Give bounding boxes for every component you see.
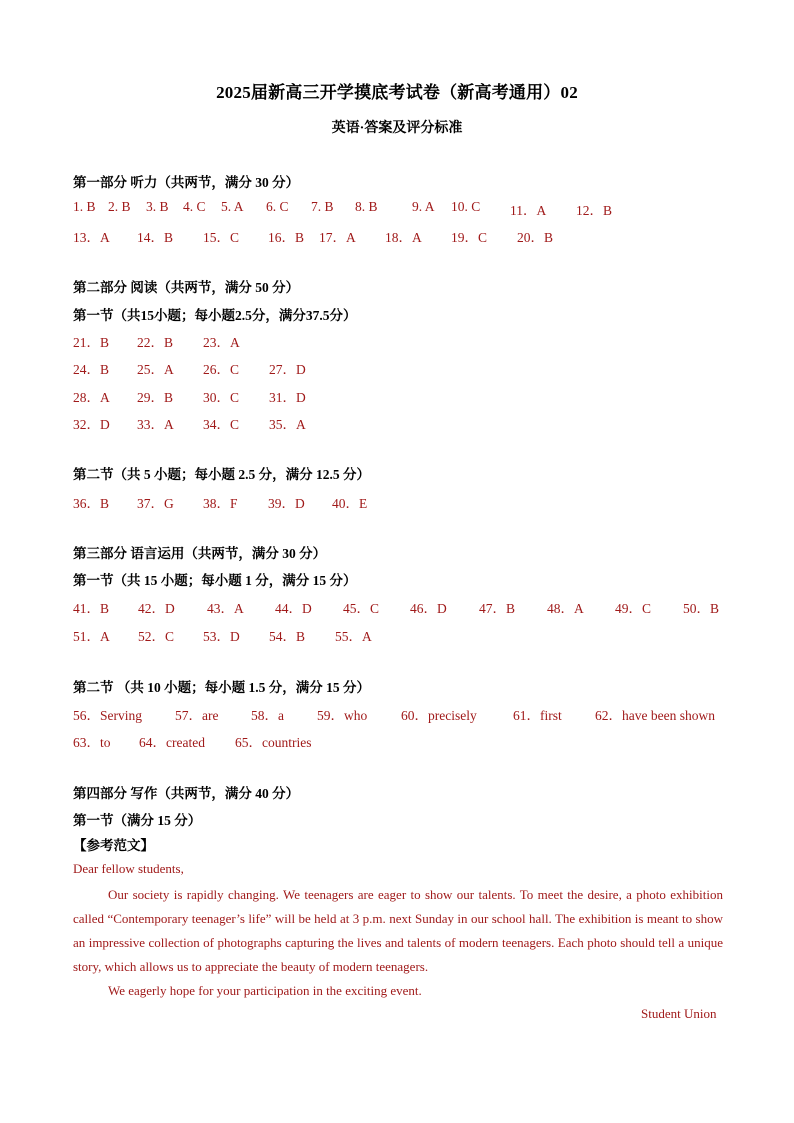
answer-item: 40．E — [332, 496, 368, 511]
answer-item: 11．A — [510, 203, 547, 218]
essay-signature: Student Union — [641, 1006, 717, 1021]
answer-item: 49．C — [615, 601, 652, 616]
answer-item: 1. B — [73, 199, 96, 214]
answer-item: 29．B — [137, 390, 174, 405]
answer-item: 9. A — [412, 199, 435, 214]
answer-item: 24．B — [73, 362, 110, 377]
answer-item: 15．C — [203, 230, 240, 245]
part3-section2-heading: 第二节 （共 10 小题；每小题 1.5 分，满分 15 分） — [73, 680, 370, 695]
answer-item: 43．A — [207, 601, 244, 616]
answer-item: 31．D — [269, 390, 306, 405]
answer-item: 36．B — [73, 496, 110, 511]
answer-item: 2. B — [108, 199, 131, 214]
answer-item: 19．C — [451, 230, 488, 245]
answer-item: 7. B — [311, 199, 334, 214]
answer-item: 12．B — [576, 203, 613, 218]
part2-section1-heading: 第一节（共15小题；每小题2.5分，满分37.5分） — [73, 308, 357, 323]
answer-item: 17．A — [319, 230, 356, 245]
answer-item: 55．A — [335, 629, 372, 644]
answer-item: 47．B — [479, 601, 516, 616]
essay-body — [73, 883, 723, 1003]
answer-item: 46．D — [410, 601, 447, 616]
answer-item: 45．C — [343, 601, 380, 616]
answer-item: 52．C — [138, 629, 175, 644]
answer-item: 13．A — [73, 230, 110, 245]
answer-item: 26．C — [203, 362, 240, 377]
answer-item: 20．B — [517, 230, 554, 245]
answer-item: 18．A — [385, 230, 422, 245]
answer-item: 61．first — [513, 708, 562, 723]
answer-item: 27．D — [269, 362, 306, 377]
answer-item: 38．F — [203, 496, 238, 511]
answer-item: 59．who — [317, 708, 368, 723]
answer-item: 54．B — [269, 629, 306, 644]
answer-item: 34．C — [203, 417, 240, 432]
answer-item: 28．A — [73, 390, 110, 405]
answer-item: 30．C — [203, 390, 240, 405]
essay-greeting: Dear fellow students, — [73, 861, 184, 876]
answer-item: 51．A — [73, 629, 110, 644]
answer-item: 32．D — [73, 417, 110, 432]
answer-item: 25．A — [137, 362, 174, 377]
answer-item: 37．G — [137, 496, 174, 511]
answer-item: 21．B — [73, 335, 110, 350]
answer-item: 5. A — [221, 199, 244, 214]
answer-item: 42．D — [138, 601, 175, 616]
answer-item: 16．B — [268, 230, 305, 245]
part2-heading: 第二部分 阅读（共两节，满分 50 分） — [73, 280, 300, 295]
answer-item: 14．B — [137, 230, 174, 245]
answer-item: 3. B — [146, 199, 169, 214]
answer-item: 53．D — [203, 629, 240, 644]
answer-item: 41．B — [73, 601, 110, 616]
essay-paragraph: Our society is rapidly changing. We teenagers are eager to show our talents. To meet the desire, a photo exhibition called “Contemporary teenager’s life” will be held at 3 p.m. next Sunday in our school hall. The exhibition is meant to show an impressive collection of photographs capturing the lives and talents of modern teenagers. Each photo should tell a unique story, which allows us to appreciate the beauty of modern teenagers. — [73, 887, 723, 974]
answer-item: 64．created — [139, 735, 205, 750]
answer-item: 65．countries — [235, 735, 312, 750]
answer-item: 8. B — [355, 199, 378, 214]
answer-item: 50．B — [683, 601, 720, 616]
answer-item: 23．A — [203, 335, 240, 350]
part4-heading: 第四部分 写作（共两节，满分 40 分） — [73, 786, 300, 801]
answer-item: 58．a — [251, 708, 284, 723]
answer-item: 35．A — [269, 417, 306, 432]
answer-item: 62．have been shown — [595, 708, 715, 723]
essay-paragraph: We eagerly hope for your participation in the exciting event. — [108, 983, 422, 998]
answer-item: 10. C — [451, 199, 481, 214]
part3-heading: 第三部分 语言运用（共两节，满分 30 分） — [73, 546, 327, 561]
document-subtitle: 英语·答案及评分标准 — [331, 121, 463, 136]
part3-section1-heading: 第一节（共 15 小题；每小题 1 分，满分 15 分） — [73, 573, 357, 588]
answer-item: 4. C — [183, 199, 206, 214]
answer-item: 39．D — [268, 496, 305, 511]
answer-item: 57．are — [175, 708, 219, 723]
part1-heading: 第一部分 听力（共两节，满分 30 分） — [73, 175, 300, 190]
answer-item: 63．to — [73, 735, 111, 750]
reference-label: 【参考范文】 — [73, 838, 154, 853]
answer-item: 22．B — [137, 335, 174, 350]
answer-item: 33．A — [137, 417, 174, 432]
answer-item: 60．precisely — [401, 708, 477, 723]
document-title: 2025届新高三开学摸底考试卷（新高考通用）02 — [216, 83, 578, 102]
answer-item: 44．D — [275, 601, 312, 616]
part2-section2-heading: 第二节（共 5 小题；每小题 2.5 分，满分 12.5 分） — [73, 467, 370, 482]
answer-item: 48．A — [547, 601, 584, 616]
answer-item: 6. C — [266, 199, 289, 214]
part4-section1-heading: 第一节（满分 15 分） — [73, 813, 202, 828]
answer-item: 56．Serving — [73, 708, 142, 723]
